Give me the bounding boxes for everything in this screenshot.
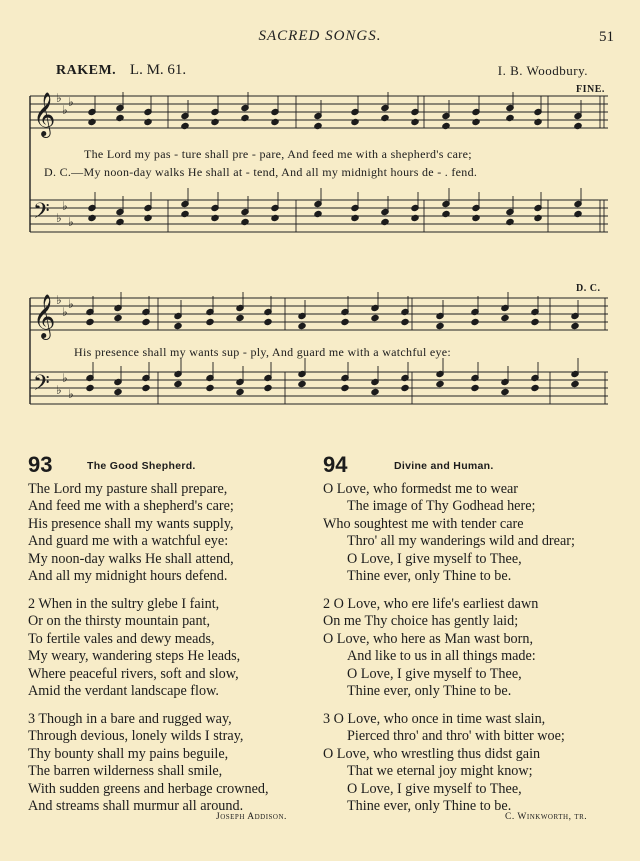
flat-icon: ♭ xyxy=(68,387,74,401)
verse-line: Thine ever, only Thine to be. xyxy=(347,797,512,814)
note-head xyxy=(471,318,479,325)
note-head xyxy=(472,214,480,221)
note-head xyxy=(442,210,450,217)
tune-name: RAKEM. xyxy=(56,63,117,78)
flat-icon: ♭ xyxy=(62,305,68,319)
flat-icon: ♭ xyxy=(56,293,62,307)
hymn-94-author: C. Winkworth, tr. xyxy=(505,812,588,822)
fine-marking: FINE. xyxy=(576,84,605,95)
verse-line: O Love, who formedst me to wear xyxy=(323,481,519,497)
note-head xyxy=(381,114,389,121)
verse-line: That we eternal joy might know; xyxy=(347,763,533,780)
note-head xyxy=(534,118,542,125)
flat-icon: ♭ xyxy=(56,383,62,397)
verse-line: Thro' all my wanderings wild and drear; xyxy=(347,533,575,550)
note-head xyxy=(436,380,444,387)
verse-line: The image of Thy Godhead here; xyxy=(347,498,536,515)
note-head xyxy=(241,114,249,121)
verse-line: To fertile vales and dewy meads, xyxy=(28,630,215,647)
note-head xyxy=(241,218,249,225)
verse-line: 2 When in the sultry glebe I faint, xyxy=(28,596,220,612)
hymn-93-stanza-2 xyxy=(28,596,240,700)
flat-icon: ♭ xyxy=(56,91,62,105)
note-head xyxy=(142,318,150,325)
note-head xyxy=(144,118,152,125)
verse-line: Thy bounty shall my pains beguile, xyxy=(28,745,229,762)
note-head xyxy=(142,384,150,391)
treble-clef-icon: 𝄞 xyxy=(33,294,56,338)
verse-line: O Love, who wrestling thus didst gain xyxy=(323,745,541,762)
note-head xyxy=(571,380,579,387)
note-head xyxy=(114,388,122,395)
verse-line: Thine ever, only Thine to be. xyxy=(347,682,512,699)
verse-line: The barren wilderness shall smile, xyxy=(28,763,223,780)
flat-icon: ♭ xyxy=(68,95,74,109)
lyric-line-3: His presence shall my wants sup - ply, And guard me with a watchful eye: xyxy=(74,345,452,359)
note-head xyxy=(264,318,272,325)
verse-line: With sudden greens and herbage crowned, xyxy=(28,780,269,797)
note-head xyxy=(206,384,214,391)
note-head xyxy=(114,314,122,321)
note-head xyxy=(531,318,539,325)
hymn-93-title: The Good Shepherd. xyxy=(87,460,196,472)
verse-line: His presence shall my wants supply, xyxy=(28,515,234,532)
note-head xyxy=(206,318,214,325)
treble-clef-icon: 𝄞 xyxy=(33,92,56,136)
note-head xyxy=(314,122,322,129)
note-head xyxy=(401,384,409,391)
hymn-93-author: Joseph Addison. xyxy=(216,812,287,822)
verse-line: O Love, I give myself to Thee, xyxy=(347,550,522,567)
verse-line: Through devious, lonely wilds I stray, xyxy=(28,728,244,745)
note-head xyxy=(88,118,96,125)
flat-icon: ♭ xyxy=(68,297,74,311)
flat-icon: ♭ xyxy=(62,103,68,117)
flat-icon: ♭ xyxy=(56,211,62,225)
verse-line: Or on the thirsty mountain pant, xyxy=(28,613,211,630)
note-head xyxy=(211,214,219,221)
hymn-94-stanza-1 xyxy=(323,481,575,585)
verse-line: Pierced thro' and thro' with bitter woe; xyxy=(347,728,565,745)
note-head xyxy=(88,214,96,221)
note-head xyxy=(531,384,539,391)
tune-composer: I. B. Woodbury. xyxy=(497,63,588,78)
running-header: SACRED SONGS. xyxy=(258,28,382,44)
page-number: 51 xyxy=(599,29,614,45)
note-head xyxy=(401,318,409,325)
verse-line: 3 O Love, who once in time wast slain, xyxy=(323,711,546,727)
note-head xyxy=(442,122,450,129)
verse-line: And like to us in all things made: xyxy=(347,648,536,665)
note-head xyxy=(341,384,349,391)
note-head xyxy=(236,388,244,395)
verse-line: 2 O Love, who ere life's earliest dawn xyxy=(323,596,539,612)
hymn-94-title: Divine and Human. xyxy=(394,460,494,472)
verse-line: The Lord my pasture shall prepare, xyxy=(28,481,228,497)
lyric-line-1: The Lord my pas - ture shall pre - pare, And feed me with a shepherd's care; xyxy=(84,147,472,161)
note-head xyxy=(506,218,514,225)
note-head xyxy=(501,314,509,321)
note-head xyxy=(472,118,480,125)
note-head xyxy=(86,384,94,391)
hymn-93-stanza-1 xyxy=(28,481,234,585)
note-head xyxy=(236,314,244,321)
note-head xyxy=(211,118,219,125)
dc-marking: D. C. xyxy=(576,283,601,294)
note-head xyxy=(574,210,582,217)
verse-line: Where peaceful rivers, soft and slow, xyxy=(28,665,239,682)
verse-line: And all my midnight hours defend. xyxy=(28,567,228,584)
bass-clef-icon: 𝄢 xyxy=(33,199,50,229)
note-head xyxy=(471,384,479,391)
note-head xyxy=(264,384,272,391)
note-head xyxy=(506,114,514,121)
note-head xyxy=(381,218,389,225)
verse-line: O Love, who here as Man wast born, xyxy=(323,630,533,647)
tune-meter: L. M. 61. xyxy=(129,62,187,78)
verse-line: O Love, I give myself to Thee, xyxy=(347,780,522,797)
note-head xyxy=(411,118,419,125)
note-head xyxy=(116,218,124,225)
lyric-line-2: D. C.—My noon-day walks He shall at - tend, And all my midnight hours de - . fend. xyxy=(44,165,478,179)
note-head xyxy=(116,114,124,121)
note-head xyxy=(534,214,542,221)
verse-line: And streams shall murmur all around. xyxy=(28,797,244,814)
verse-line: Amid the verdant landscape flow. xyxy=(28,682,219,699)
note-head xyxy=(574,122,582,129)
verse-line: And guard me with a watchful eye: xyxy=(28,533,229,550)
verse-line: My weary, wandering steps He leads, xyxy=(28,648,241,665)
note-head xyxy=(86,318,94,325)
hymn-94-stanza-2 xyxy=(323,596,538,700)
note-head xyxy=(174,322,182,329)
note-head xyxy=(174,380,182,387)
note-head xyxy=(181,210,189,217)
hymn-94-stanza-3 xyxy=(323,711,565,815)
note-head xyxy=(271,118,279,125)
note-head xyxy=(351,118,359,125)
note-head xyxy=(298,380,306,387)
note-head xyxy=(371,314,379,321)
note-head xyxy=(501,388,509,395)
verse-line: Who soughtest me with tender care xyxy=(323,515,524,532)
note-head xyxy=(144,214,152,221)
verse-line: O Love, I give myself to Thee, xyxy=(347,665,522,682)
flat-icon: ♭ xyxy=(62,199,68,213)
note-head xyxy=(571,322,579,329)
hymn-94-number: 94 xyxy=(323,452,348,477)
note-head xyxy=(351,214,359,221)
hymn-93-number: 93 xyxy=(28,452,53,477)
verse-line: My noon-day walks He shall attend, xyxy=(28,550,234,567)
note-head xyxy=(298,322,306,329)
verse-line: Thine ever, only Thine to be. xyxy=(347,567,512,584)
note-head xyxy=(436,322,444,329)
note-head xyxy=(181,122,189,129)
verse-line: 3 Though in a bare and rugged way, xyxy=(28,711,232,727)
hymn-93-stanza-3 xyxy=(28,711,269,815)
verse-line: On me Thy choice has gently laid; xyxy=(323,613,519,630)
note-head xyxy=(314,210,322,217)
flat-icon: ♭ xyxy=(62,371,68,385)
bass-clef-icon: 𝄢 xyxy=(33,371,50,401)
note-head xyxy=(371,388,379,395)
verse-line: And feed me with a shepherd's care; xyxy=(28,498,234,515)
note-head xyxy=(411,214,419,221)
flat-icon: ♭ xyxy=(68,215,74,229)
note-head xyxy=(341,318,349,325)
note-head xyxy=(271,214,279,221)
